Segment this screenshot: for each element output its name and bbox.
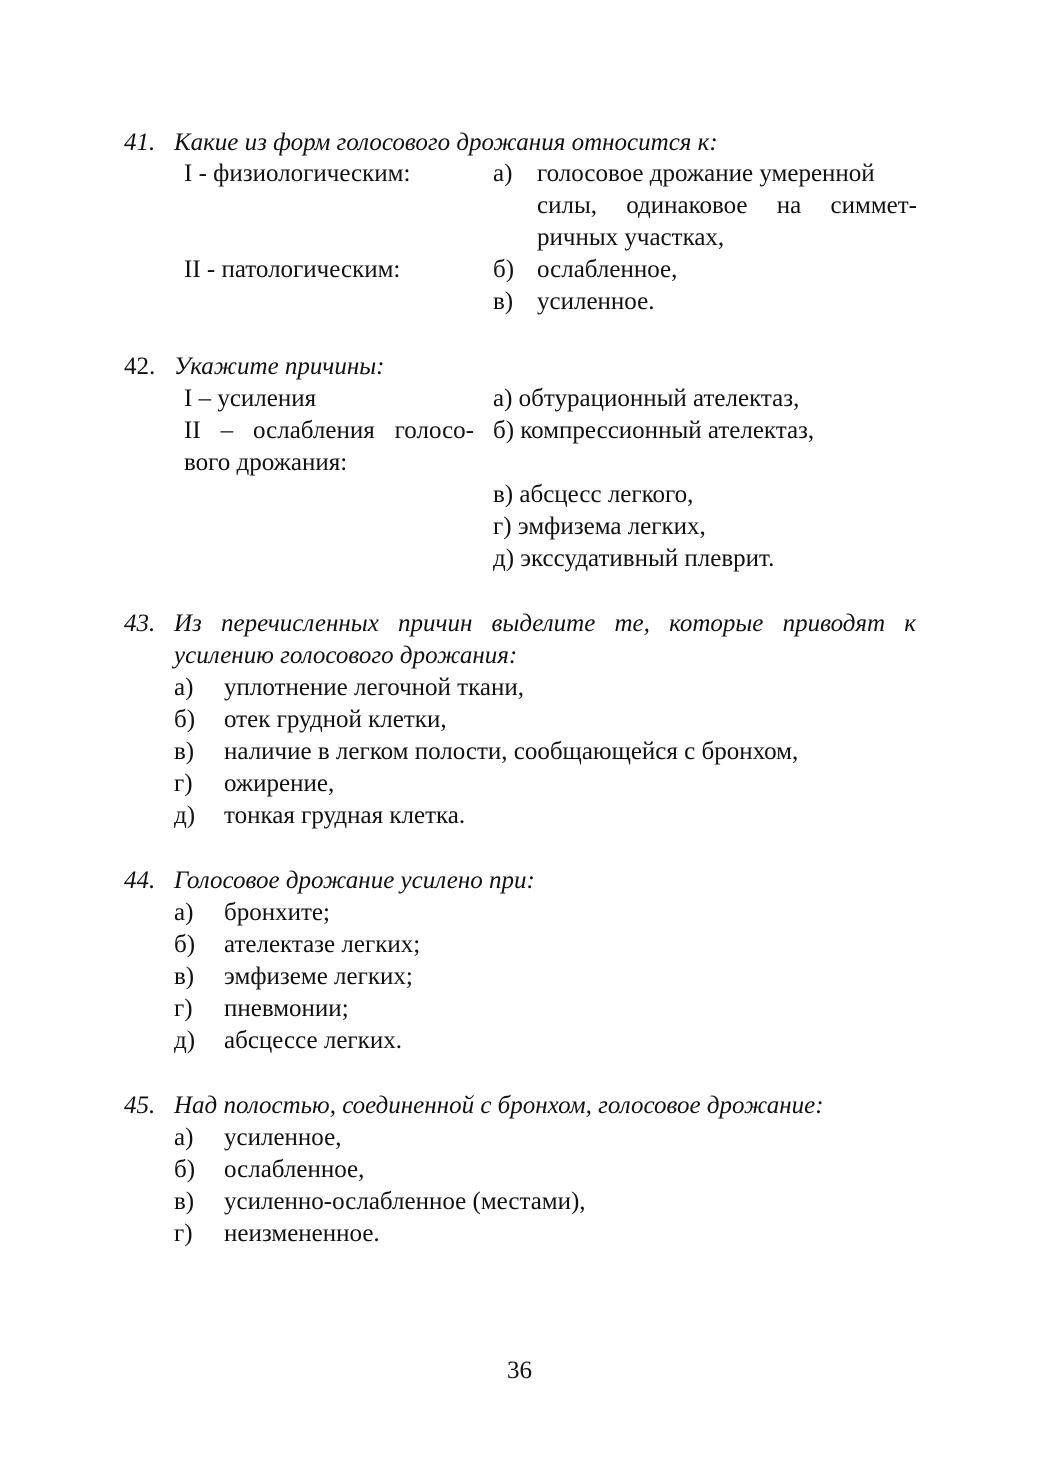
option-item: а) обтурационный ателектаз, bbox=[493, 385, 800, 412]
question-number: 44. bbox=[124, 867, 156, 894]
question-number: 43. bbox=[124, 610, 156, 637]
page-number: 36 bbox=[507, 1357, 532, 1384]
option-text: ожирение, bbox=[224, 770, 335, 797]
option-item: д) экссудативный плеврит. bbox=[493, 545, 775, 572]
option-text-line: голосовое дрожание умеренной bbox=[537, 160, 875, 187]
left-item: II - патологическим: bbox=[184, 256, 401, 283]
option-letter: а) bbox=[174, 674, 194, 701]
option-letter: а) bbox=[174, 1124, 194, 1151]
question-number: 41. bbox=[124, 129, 156, 156]
option-letter: г) bbox=[174, 1220, 193, 1247]
option-letter: д) bbox=[174, 802, 196, 829]
left-item: I - физиологическим: bbox=[184, 160, 411, 187]
option-text: отек грудной клетки, bbox=[224, 706, 447, 733]
option-text: усиленно-ослабленное (местами), bbox=[224, 1188, 586, 1215]
left-item: I – усиления bbox=[184, 385, 317, 412]
option-letter: в) bbox=[174, 963, 195, 990]
option-text: наличие в легком полости, сообщающейся с бронхом, bbox=[224, 738, 799, 765]
option-item: г) эмфизема легких, bbox=[493, 513, 706, 540]
option-letter: в) bbox=[174, 738, 195, 765]
option-letter: б) bbox=[174, 931, 196, 958]
option-letter: а) bbox=[174, 899, 194, 926]
option-text: бронхите; bbox=[224, 899, 330, 926]
question-title-line: Из перечисленных причин выделите те, которые приводят к bbox=[174, 610, 916, 637]
option-letter: в) bbox=[174, 1188, 195, 1215]
option-text-line: силы, одинаковое на симмет- bbox=[537, 192, 917, 219]
option-text: тонкая грудная клетка. bbox=[224, 802, 466, 829]
option-letter: б) bbox=[493, 256, 515, 283]
question-number: 45. bbox=[124, 1092, 156, 1119]
option-letter: д) bbox=[174, 1027, 196, 1054]
question-title: Какие из форм голосового дрожания относится к: bbox=[174, 129, 718, 156]
option-text: ослабленное, bbox=[537, 256, 678, 283]
option-item: в) абсцесс легкого, bbox=[493, 481, 694, 508]
option-text: неизмененное. bbox=[224, 1220, 380, 1247]
option-text: ателектазе легких; bbox=[224, 931, 421, 958]
option-letter: в) bbox=[493, 288, 514, 315]
question-title-line: усилению голосового дрожания: bbox=[174, 642, 518, 669]
option-text-line: ричных участках, bbox=[537, 224, 725, 251]
option-text: ослабленное, bbox=[224, 1156, 365, 1183]
option-letter: г) bbox=[174, 770, 193, 797]
option-text: пневмонии; bbox=[224, 995, 349, 1022]
left-item: II – ослабления голосо- bbox=[184, 417, 474, 444]
option-text: абсцессе легких. bbox=[224, 1027, 402, 1054]
option-item: б) компрессионный ателектаз, bbox=[493, 417, 815, 444]
option-letter: б) bbox=[174, 1156, 196, 1183]
question-number: 42. bbox=[124, 353, 156, 380]
option-text: эмфиземе легких; bbox=[224, 963, 413, 990]
option-text: усиленное, bbox=[224, 1124, 342, 1151]
question-title: Голосовое дрожание усилено при: bbox=[174, 867, 535, 894]
option-letter: г) bbox=[174, 995, 193, 1022]
question-title: Укажите причины: bbox=[174, 353, 385, 380]
question-title: Над полостью, соединенной с бронхом, голосовое дрожание: bbox=[174, 1092, 824, 1119]
option-letter: б) bbox=[174, 706, 196, 733]
option-text: уплотнение легочной ткани, bbox=[224, 674, 524, 701]
option-text bbox=[537, 158, 917, 190]
left-item: вого дрожания: bbox=[184, 449, 348, 476]
option-letter: а) bbox=[493, 160, 513, 187]
option-text: усиленное. bbox=[537, 288, 655, 315]
